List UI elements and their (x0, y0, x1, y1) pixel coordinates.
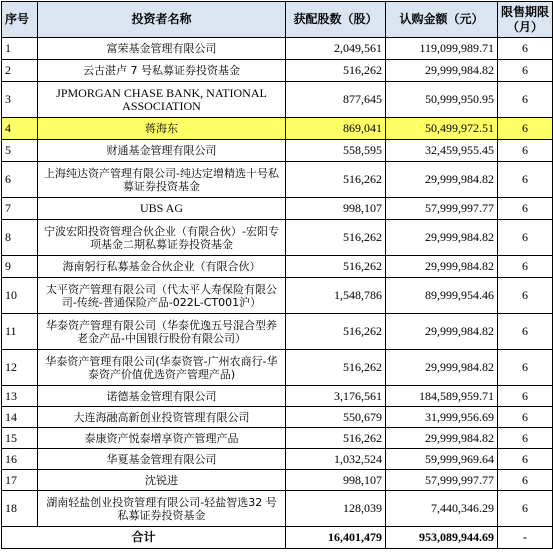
row-shares: 3,176,561 (286, 386, 386, 407)
row-amount: 57,999,997.77 (386, 470, 498, 491)
total-shares: 16,401,479 (286, 527, 386, 549)
row-shares: 516,262 (286, 428, 386, 449)
header-shares: 获配股数（股） (286, 2, 386, 38)
row-lockup: 6 (498, 220, 553, 256)
row-shares: 516,262 (286, 60, 386, 82)
row-lockup: 6 (498, 407, 553, 428)
row-investor: 蒋海东 (38, 118, 286, 140)
row-shares: 128,039 (286, 491, 386, 527)
row-no: 14 (2, 407, 38, 428)
row-amount: 59,999,969.64 (386, 449, 498, 470)
row-no: 1 (2, 38, 38, 60)
table-row (2, 449, 553, 470)
row-no: 5 (2, 140, 38, 162)
row-shares: 869,041 (286, 118, 386, 140)
row-investor: 湖南轻盐创业投资管理有限公司-轻盐智选32 号私募证券投资基金 (38, 491, 286, 527)
table-total-row (2, 527, 553, 549)
row-lockup: 6 (498, 470, 553, 491)
row-no: 11 (2, 314, 38, 350)
table-header-row (2, 2, 553, 38)
row-no: 18 (2, 491, 38, 527)
row-lockup: 6 (498, 350, 553, 386)
row-investor: 上海纯达资产管理有限公司-纯达定增精选十号私募证券投资基金 (38, 162, 286, 198)
row-lockup: 6 (498, 314, 553, 350)
row-no: 7 (2, 198, 38, 220)
row-no: 4 (2, 118, 38, 140)
row-no: 9 (2, 256, 38, 278)
row-no: 8 (2, 220, 38, 256)
table-row (2, 82, 553, 118)
table-row (2, 278, 553, 314)
row-lockup: 6 (498, 198, 553, 220)
row-shares: 516,262 (286, 162, 386, 198)
table-row (2, 162, 553, 198)
row-investor: 华泰资产管理有限公司（华泰优逸五号混合型养老金产品-中国银行股份有限公司） (38, 314, 286, 350)
row-lockup: 6 (498, 491, 553, 527)
row-investor: 诺德基金管理有限公司 (38, 386, 286, 407)
row-shares: 558,595 (286, 140, 386, 162)
row-amount: 119,099,989.71 (386, 38, 498, 60)
row-investor: 沈锐进 (38, 470, 286, 491)
row-lockup: 6 (498, 118, 553, 140)
row-amount: 29,999,984.82 (386, 314, 498, 350)
row-investor: 宁波宏阳投资管理合伙企业（有限合伙）-宏阳专项基金二期私募证券投资基金 (38, 220, 286, 256)
table-row (2, 350, 553, 386)
row-amount: 29,999,984.82 (386, 162, 498, 198)
row-lockup: 6 (498, 38, 553, 60)
row-amount: 29,999,984.82 (386, 220, 498, 256)
row-no: 12 (2, 350, 38, 386)
row-amount: 57,999,997.77 (386, 198, 498, 220)
row-shares: 550,679 (286, 407, 386, 428)
total-label: 合计 (2, 527, 286, 549)
row-lockup: 6 (498, 278, 553, 314)
row-no: 16 (2, 449, 38, 470)
row-amount: 50,999,950.95 (386, 82, 498, 118)
table-row (2, 220, 553, 256)
row-no: 2 (2, 60, 38, 82)
row-shares: 1,548,786 (286, 278, 386, 314)
table-row (2, 491, 553, 527)
table-row (2, 428, 553, 449)
row-shares: 516,262 (286, 350, 386, 386)
row-no: 17 (2, 470, 38, 491)
row-investor: 华泰资产管理有限公司(华泰资管-广州农商行-华泰资产价值优选资产管理产品) (38, 350, 286, 386)
row-lockup: 6 (498, 140, 553, 162)
row-amount: 29,999,984.82 (386, 60, 498, 82)
row-no: 13 (2, 386, 38, 407)
row-lockup: 6 (498, 386, 553, 407)
row-lockup: 6 (498, 82, 553, 118)
table-row (2, 386, 553, 407)
row-amount: 7,440,346.29 (386, 491, 498, 527)
row-shares: 516,262 (286, 220, 386, 256)
header-investor: 投资者名称 (38, 2, 286, 38)
row-investor: JPMORGAN CHASE BANK, NATIONAL ASSOCIATION (38, 82, 286, 118)
table-row-highlighted (2, 118, 553, 140)
row-lockup: 6 (498, 60, 553, 82)
table-row (2, 38, 553, 60)
header-amount: 认购金额（元） (386, 2, 498, 38)
row-investor: 泰康资产悦泰增享资产管理产品 (38, 428, 286, 449)
row-amount: 89,999,954.46 (386, 278, 498, 314)
row-amount: 29,999,984.82 (386, 256, 498, 278)
row-investor: 富荣基金管理有限公司 (38, 38, 286, 60)
row-amount: 29,999,984.82 (386, 350, 498, 386)
row-no: 10 (2, 278, 38, 314)
table-row (2, 60, 553, 82)
total-lockup: - (498, 527, 553, 549)
row-investor: 华夏基金管理有限公司 (38, 449, 286, 470)
table-row (2, 314, 553, 350)
row-amount: 31,999,956.69 (386, 407, 498, 428)
row-lockup: 6 (498, 449, 553, 470)
table-row (2, 407, 553, 428)
row-investor: 海南躬行私募基金合伙企业（有限合伙） (38, 256, 286, 278)
row-amount: 50,499,972.51 (386, 118, 498, 140)
row-no: 15 (2, 428, 38, 449)
row-amount: 184,589,959.71 (386, 386, 498, 407)
allocation-table (1, 1, 553, 549)
row-no: 6 (2, 162, 38, 198)
row-shares: 516,262 (286, 256, 386, 278)
row-amount: 29,999,984.82 (386, 428, 498, 449)
row-no: 3 (2, 82, 38, 118)
header-no: 序号 (2, 2, 38, 38)
table-row (2, 140, 553, 162)
row-shares: 998,107 (286, 198, 386, 220)
table-row (2, 470, 553, 491)
row-shares: 877,645 (286, 82, 386, 118)
row-shares: 2,049,561 (286, 38, 386, 60)
row-shares: 998,107 (286, 470, 386, 491)
table-row (2, 256, 553, 278)
row-investor: 太平资产管理有限公司（代太平人寿保险有限公司-传统-普通保险产品-022L-CT001沪） (38, 278, 286, 314)
row-lockup: 6 (498, 162, 553, 198)
row-investor: 大连海融高新创业投资管理有限公司 (38, 407, 286, 428)
row-investor: UBS AG (38, 198, 286, 220)
row-investor: 云古湛卢 7 号私募证券投资基金 (38, 60, 286, 82)
header-lockup: 限售期限（月） (498, 2, 553, 38)
table-row (2, 198, 553, 220)
total-amount: 953,089,944.69 (386, 527, 498, 549)
row-shares: 1,032,524 (286, 449, 386, 470)
row-lockup: 6 (498, 428, 553, 449)
row-shares: 516,262 (286, 314, 386, 350)
row-investor: 财通基金管理有限公司 (38, 140, 286, 162)
row-lockup: 6 (498, 256, 553, 278)
row-amount: 32,459,955.45 (386, 140, 498, 162)
